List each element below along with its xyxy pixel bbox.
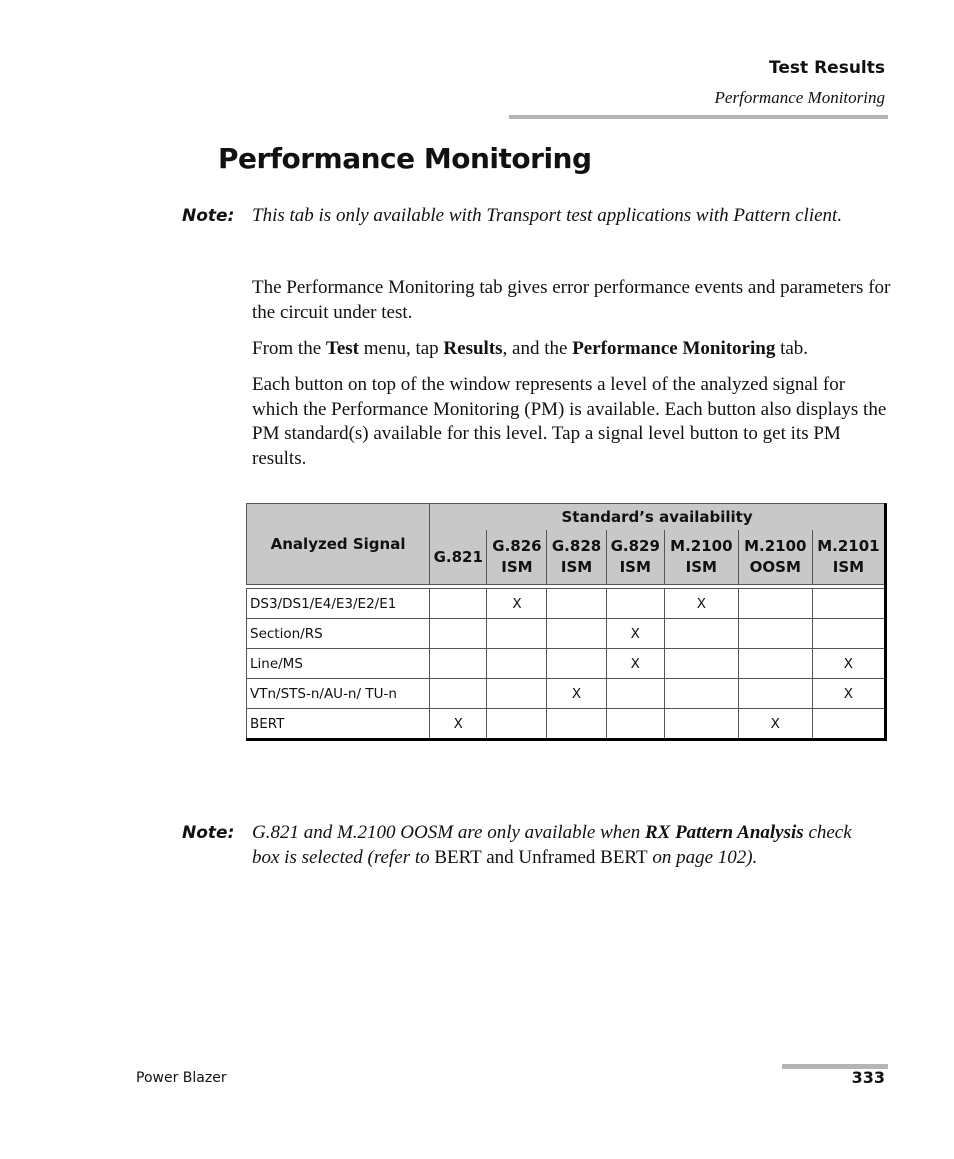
availability-cell: X: [487, 589, 547, 619]
availability-cell: X: [430, 709, 487, 740]
availability-cell: [738, 649, 812, 679]
note2-segment: check box is selected (refer to: [252, 822, 852, 868]
standard-variant: ISM: [832, 558, 865, 576]
analyzed-signal-header: Analyzed Signal: [247, 504, 430, 585]
availability-cell: [487, 679, 547, 709]
standard-header: [812, 530, 885, 585]
standard-variant: ISM: [560, 558, 593, 576]
availability-cell: [487, 709, 547, 740]
header-divider: [509, 115, 888, 119]
availability-cell: [812, 589, 885, 619]
table-row: [247, 589, 886, 619]
standard-name: G.828: [551, 537, 602, 555]
pm-tab-term: Performance Monitoring: [572, 338, 776, 359]
availability-cell: [606, 679, 664, 709]
availability-cell: [547, 649, 606, 679]
header-chapter-title: Test Results: [769, 58, 885, 78]
availability-cell: X: [812, 649, 885, 679]
signal-cell: BERT: [247, 709, 430, 740]
standard-header: [606, 530, 664, 585]
standards-availability-table: [246, 503, 887, 741]
availability-cell: [547, 589, 606, 619]
availability-cell: [606, 709, 664, 740]
bert-reference-link[interactable]: BERT and Unframed BERT: [434, 847, 648, 868]
rx-pattern-analysis-term: RX Pattern Analysis: [644, 822, 804, 843]
p2-text: menu, tap: [358, 338, 444, 359]
standard-variant: ISM: [501, 558, 533, 576]
signal-cell: VTn/STS-n/AU-n/ TU-n: [247, 679, 430, 709]
test-menu-term: Test: [325, 338, 359, 359]
standard-variant: ISM: [685, 558, 717, 576]
standard-header: [487, 530, 547, 585]
availability-cell: [812, 709, 885, 740]
signal-cell: Section/RS: [247, 619, 430, 649]
availability-cell: [664, 619, 738, 649]
table-row: [247, 679, 886, 709]
signal-cell: Line/MS: [247, 649, 430, 679]
standard-name: M.2101: [817, 537, 880, 555]
standard-header: [664, 530, 738, 585]
standard-name: M.2100: [744, 537, 807, 555]
availability-cell: X: [547, 679, 606, 709]
header-section-title: Performance Monitoring: [714, 88, 885, 107]
buttons-paragraph: Each button on top of the window represents a level of the analyzed signal for which the Performance Monitoring (PM) is available. Each button also displays the PM standard(s) available for this level. Tap a signal level button to get its PM results.: [252, 374, 887, 469]
table-row: [247, 709, 886, 740]
table-body: [247, 585, 886, 740]
note2-text: [252, 820, 877, 870]
footer-product-name: Power Blazer: [136, 1070, 227, 1086]
availability-cell: [430, 589, 487, 619]
standard-name: M.2100: [670, 537, 733, 555]
navigation-paragraph: [252, 337, 892, 362]
note-text: This tab is only available with Transport test applications with Pattern client.: [252, 205, 843, 226]
note2-segment: on page 102).: [647, 847, 758, 868]
standard-variant: ISM: [619, 558, 651, 576]
availability-cell: [547, 709, 606, 740]
standard-name: G.821: [433, 547, 483, 566]
availability-cell: X: [738, 709, 812, 740]
availability-cell: [812, 619, 885, 649]
availability-cell: [738, 619, 812, 649]
availability-cell: X: [664, 589, 738, 619]
p2-text: From the: [252, 338, 326, 359]
signal-cell: DS3/DS1/E4/E3/E2/E1: [247, 589, 430, 619]
availability-cell: [664, 679, 738, 709]
standard-header: [547, 530, 606, 585]
availability-cell: [664, 709, 738, 740]
standard-name: G.829: [610, 537, 660, 555]
availability-cell: [606, 589, 664, 619]
availability-cell: [430, 649, 487, 679]
availability-cell: [738, 679, 812, 709]
note-label: Note:: [182, 823, 235, 843]
standard-header: [430, 530, 487, 585]
availability-cell: [430, 679, 487, 709]
availability-cell: X: [812, 679, 885, 709]
p2-text: tab.: [775, 338, 809, 359]
standard-name: G.826: [492, 537, 542, 555]
availability-cell: [430, 619, 487, 649]
standards-group-header: Standard’s availability: [430, 504, 886, 531]
results-term: Results: [443, 338, 503, 359]
availability-cell: [738, 589, 812, 619]
page-number: 333: [851, 1068, 885, 1087]
standard-variant: OOSM: [749, 558, 801, 576]
standard-header: [738, 530, 812, 585]
table-row: [247, 649, 886, 679]
p2-text: , and the: [502, 338, 573, 359]
table-row: [247, 619, 886, 649]
intro-paragraph: The Performance Monitoring tab gives error performance events and parameters for the circuit under test.: [252, 277, 891, 323]
note2-segment: G.821 and M.2100 OOSM are only available when: [252, 822, 645, 843]
availability-cell: [547, 619, 606, 649]
note-label: Note:: [182, 206, 235, 226]
availability-cell: [487, 649, 547, 679]
availability-cell: X: [606, 649, 664, 679]
page-title: Performance Monitoring: [218, 142, 592, 175]
availability-cell: X: [606, 619, 664, 649]
availability-cell: [487, 619, 547, 649]
availability-cell: [664, 649, 738, 679]
